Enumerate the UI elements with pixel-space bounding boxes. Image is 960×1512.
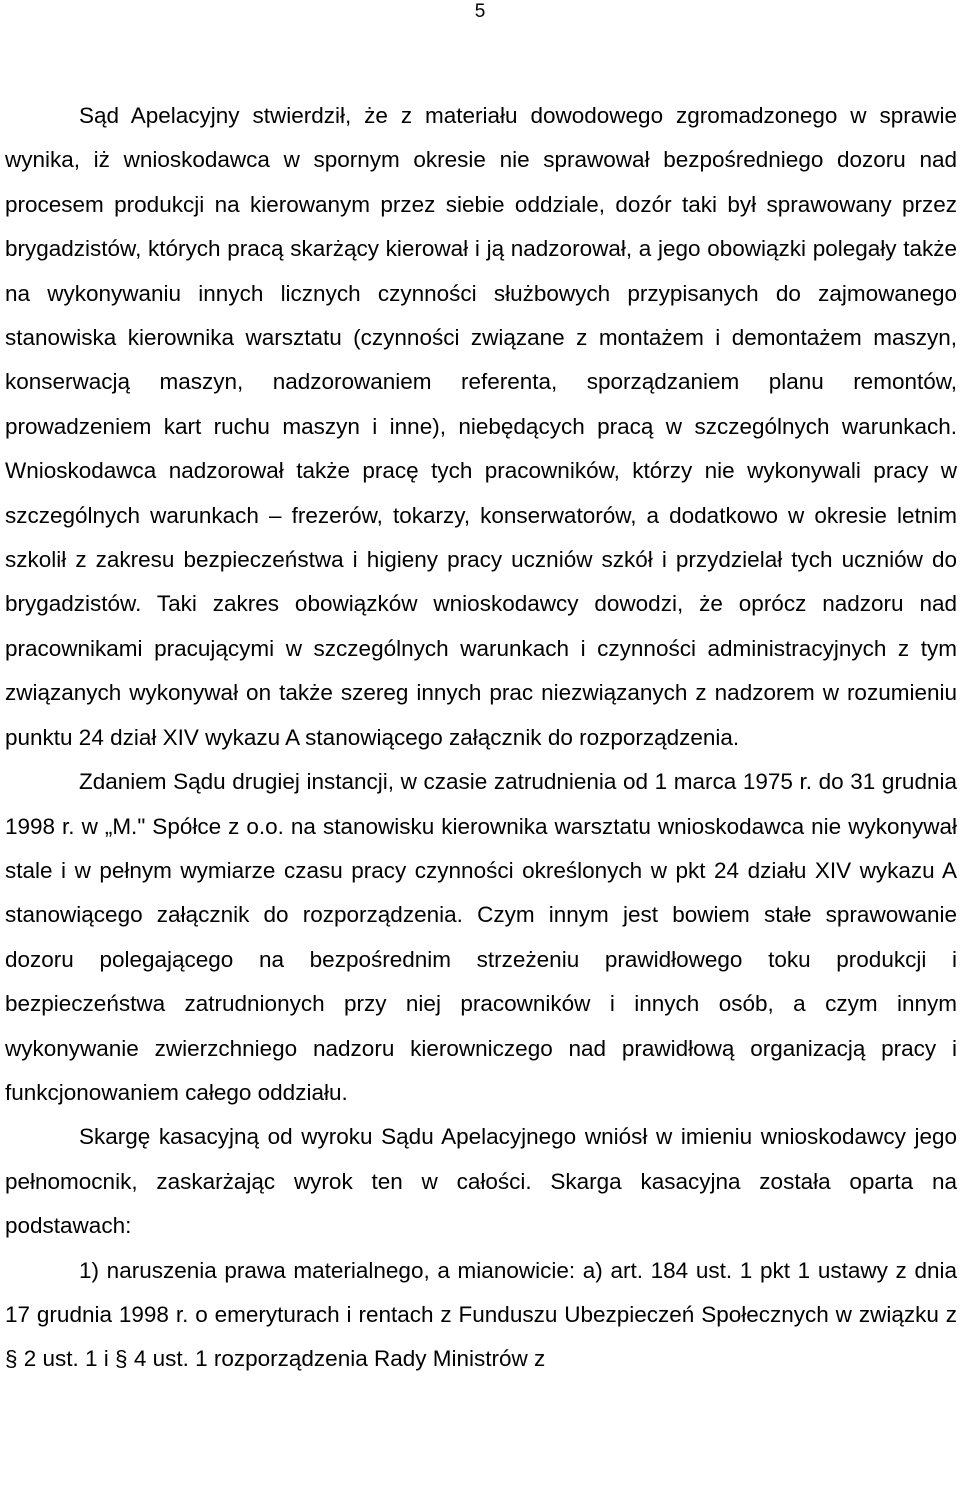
page-number: 5 (474, 1, 486, 22)
paragraph-court-opinion: Zdaniem Sądu drugiej instancji, w czasie zatrudnienia od 1 marca 1975 r. do 31 grudnia 1998 r. w „M." Spółce z o.o. na stanowisku kierownika warsztatu wnioskodawca nie wykonywał stale i w pełnym wymiarze czasu pracy czynności określonych w pkt 24 działu XIV wykazu A stanowiącego załącznik do rozporządzenia. Czym innym jest bowiem stałe sprawowanie dozoru polegającego na bezpośrednim strzeżeniu prawidłowego toku produkcji i bezpieczeństwa zatrudnionych przy niej pracowników i innych osób, a czym innym wykonywanie zwierzchniego nadzoru kierowniczego nad prawidłową organizacją pracy i funkcjonowaniem całego oddziału. (5, 769, 957, 1105)
document-body (5, 94, 957, 1382)
paragraph-cassation-complaint: Skargę kasacyjną od wyroku Sądu Apelacyjnego wniósł w imieniu wnioskodawcy jego pełnomocnik, zaskarżając wyrok ten w całości. Skarga kasacyjna została oparta na podstawach: (5, 1124, 957, 1239)
paragraph-court-findings: Sąd Apelacyjny stwierdził, że z materiału dowodowego zgromadzonego w sprawie wynika, iż wnioskodawca w spornym okresie nie sprawował bezpośredniego dozoru nad procesem produkcji na kierowanym przez siebie oddziale, dozór taki był sprawowany przez brygadzistów, których pracą skarżący kierował i ją nadzorował, a jego obowiązki polegały także na wykonywaniu innych licznych czynności służbowych przypisanych do zajmowanego stanowiska kierownika warsztatu (czynności związane z montażem i demontażem maszyn, konserwacją maszyn, nadzorowaniem referenta, sporządzaniem planu remontów, prowadzeniem kart ruchu maszyn i inne), niebędących pracą w szczególnych warunkach. Wnioskodawca nadzorował także pracę tych pracowników, którzy nie wykonywali pracy w szczególnych warunkach – frezerów, tokarzy, konserwatorów, a dodatkowo w okresie letnim szkolił z zakresu bezpieczeństwa i higieny pracy uczniów szkół i przydzielał tych uczniów do brygadzistów. Taki zakres obowiązków wnioskodawcy dowodzi, że oprócz nadzoru nad pracownikami pracującymi w szczególnych warunkach i czynności administracyjnych z tym związanych wykonywał on także szereg innych prac niezwiązanych z nadzorem w rozumieniu punktu 24 dział XIV wykazu A stanowiącego załącznik do rozporządzenia. (5, 103, 957, 750)
paragraph-grounds-item-1: 1) naruszenia prawa materialnego, a mianowicie: a) art. 184 ust. 1 pkt 1 ustawy z dnia 17 grudnia 1998 r. o emeryturach i rentach z Funduszu Ubezpieczeń Społecznych w związku z § 2 ust. 1 i § 4 ust. 1 rozporządzenia Rady Ministrów z (5, 1257, 957, 1372)
